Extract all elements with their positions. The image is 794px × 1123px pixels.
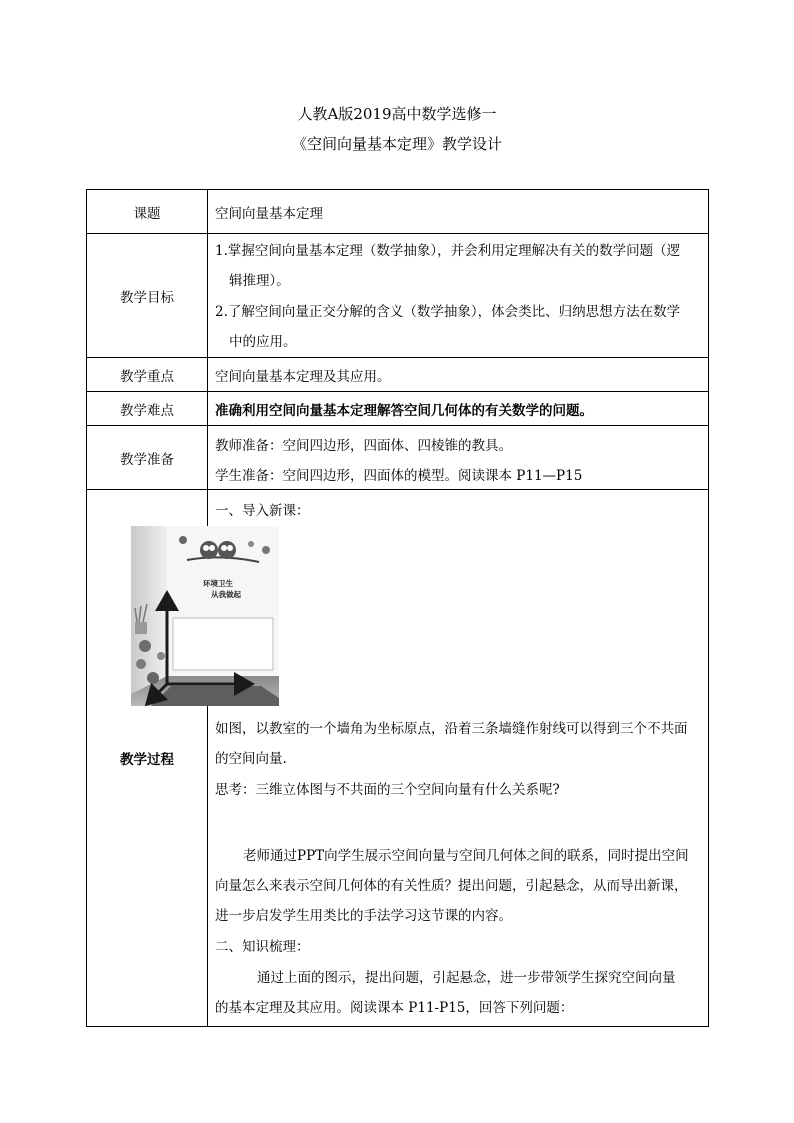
paragraph-2-line-2: 向量怎么来表示空间几何体的有关性质？提出问题，引起悬念，从而导出新课， [215, 878, 688, 894]
value-goals [209, 234, 708, 357]
photo-text-1: 环境卫生 [203, 579, 233, 588]
prep-teacher: 教师准备：空间四边形，四面体、四棱锥的教具。 [215, 438, 512, 454]
label-preparation: 教学准备 [87, 426, 208, 489]
document-subtitle: 《空间向量基本定理》教学设计 [291, 135, 502, 153]
prep-student: 学生准备：空间四边形，四面体的模型。阅读课本 P11—P15 [215, 468, 583, 484]
value-process [209, 490, 708, 1026]
goal-2-line-2: 中的应用。 [229, 334, 297, 350]
goal-1-line-2: 辑推理）。 [229, 273, 290, 289]
paragraph-3-line-2: 的基本定理及其应用。阅读课本 P11-P15，回答下列问题： [215, 1000, 574, 1016]
goal-1-line-1: 1.掌握空间向量基本定理（数学抽象），并会利用定理解决有关的数学问题（逻 [215, 243, 681, 259]
value-preparation [209, 426, 708, 489]
section-2-heading: 二、知识梳理： [215, 939, 310, 955]
paragraph-1-line-1: 如图，以教室的一个墙角为坐标原点，沿着三条墙缝作射线可以得到三个不共面 [215, 721, 688, 737]
think-question: 思考：三维立体图与不共面的三个空间向量有什么关系呢? [215, 782, 560, 798]
row-preparation [87, 426, 708, 490]
row-difficulty [87, 392, 708, 426]
document-title: 人教A版2019高中数学选修一 [297, 105, 497, 123]
label-process: 教学过程 [87, 490, 208, 1026]
value-key-point: 空间向量基本定理及其应用。 [215, 368, 391, 385]
row-goals [87, 234, 708, 358]
row-topic [87, 190, 708, 234]
section-1-heading: 一、导入新课： [215, 503, 310, 519]
paragraph-3-line-1: 通过上面的图示，提出问题，引起悬念，进一步带领学生探究空间向量 [257, 970, 676, 986]
paragraph-2-line-1: 老师通过PPT向学生展示空间向量与空间几何体之间的联系，同时提出空间 [243, 848, 689, 864]
value-topic: 空间向量基本定理 [215, 205, 323, 222]
value-difficulty: 准确利用空间向量基本定理解答空间几何体的有关数学的问题。 [215, 402, 593, 419]
paragraph-1-line-2: 的空间向量. [215, 751, 287, 767]
paragraph-2-line-3: 进一步启发学生用类比的手法学习这节课的内容。 [215, 908, 512, 924]
goal-2-line-1: 2.了解空间向量正交分解的含义（数学抽象），体会类比、归纳思想方法在数学 [215, 304, 681, 320]
label-difficulty: 教学难点 [87, 392, 208, 425]
label-topic: 课题 [87, 190, 208, 233]
photo-text-2: 从我做起 [211, 590, 241, 599]
label-goals: 教学目标 [87, 234, 208, 357]
classroom-corner-photo [131, 526, 279, 706]
row-key-point [87, 358, 708, 392]
label-key-point: 教学重点 [87, 358, 208, 391]
